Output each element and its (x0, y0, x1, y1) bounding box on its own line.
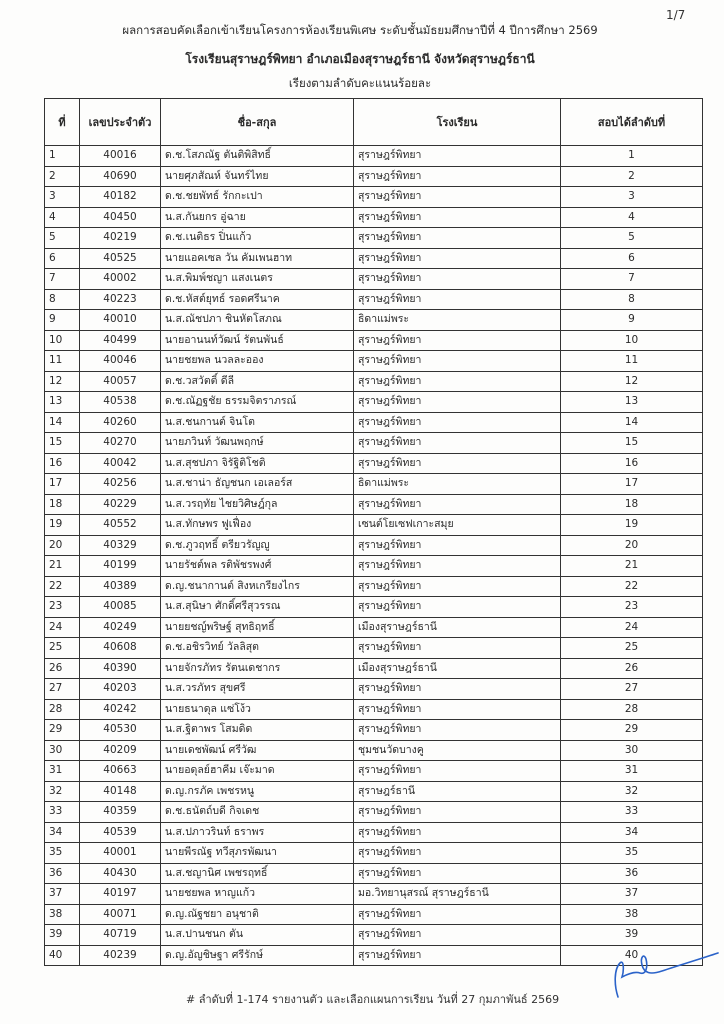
table-body (45, 146, 703, 966)
school-name: สุราษฎร์พิทยา (354, 248, 561, 269)
student-id: 40608 (80, 638, 161, 659)
exam-rank: 12 (561, 371, 703, 392)
row-number: 32 (45, 781, 80, 802)
school-name: สุราษฎร์พิทยา (354, 925, 561, 946)
row-number: 8 (45, 289, 80, 310)
table-row (45, 494, 703, 515)
school-name: สุราษฎร์พิทยา (354, 802, 561, 823)
exam-rank: 10 (561, 330, 703, 351)
student-name: นายแอคเซล วัน คัมเพนฮาท (161, 248, 354, 269)
exam-rank: 13 (561, 392, 703, 413)
table-row (45, 515, 703, 536)
school-name: สุราษฎร์พิทยา (354, 166, 561, 187)
table-row (45, 884, 703, 905)
table-row (45, 474, 703, 495)
student-name: ด.ญ.กรภัค เพชรหนู (161, 781, 354, 802)
table-row (45, 228, 703, 249)
student-id: 40430 (80, 863, 161, 884)
student-name: น.ส.กันยกร อู่ฉาย (161, 207, 354, 228)
student-id: 40042 (80, 453, 161, 474)
school-name: สุราษฎร์พิทยา (354, 945, 561, 966)
table-row (45, 556, 703, 577)
student-name: น.ส.ณัชปภา ชินหัตโสภณ (161, 310, 354, 331)
row-number: 15 (45, 433, 80, 454)
school-name: ธิดาแม่พระ (354, 310, 561, 331)
school-name: สุราษฎร์พิทยา (354, 843, 561, 864)
student-name: ด.ช.เนติธร ปิ่นแก้ว (161, 228, 354, 249)
row-number: 27 (45, 679, 80, 700)
student-name: น.ส.ชญานิศ เพชรฤทธิ์ (161, 863, 354, 884)
table-row (45, 802, 703, 823)
student-name: นายภวินท์ วัฒนพฤกษ์ (161, 433, 354, 454)
table-row (45, 781, 703, 802)
row-number: 9 (45, 310, 80, 331)
school-name: สุราษฎร์พิทยา (354, 187, 561, 208)
exam-rank: 31 (561, 761, 703, 782)
row-number: 36 (45, 863, 80, 884)
school-name: สุราษฎร์ธานี (354, 781, 561, 802)
table-row (45, 166, 703, 187)
row-number: 39 (45, 925, 80, 946)
table-row (45, 925, 703, 946)
student-name: น.ส.วรภัทร สุขศรี (161, 679, 354, 700)
school-name: สุราษฎร์พิทยา (354, 638, 561, 659)
footer-note: # ลำดับที่ 1-174 รายงานตัว และเลือกแผนการเรียน วันที่ 27 กุมภาพันธ์ 2569 (186, 993, 560, 1006)
student-name: น.ส.ชนกานต์ จินโต (161, 412, 354, 433)
school-name: สุราษฎร์พิทยา (354, 904, 561, 925)
student-id: 40148 (80, 781, 161, 802)
table-row (45, 576, 703, 597)
school-name: สุราษฎร์พิทยา (354, 412, 561, 433)
student-id: 40260 (80, 412, 161, 433)
row-number: 37 (45, 884, 80, 905)
results-table (44, 98, 703, 966)
school-name: เมืองสุราษฎร์ธานี (354, 658, 561, 679)
column-header-school: โรงเรียน (354, 99, 561, 146)
student-name: นายพีรณัฐ ทวีสุภรพัฒนา (161, 843, 354, 864)
student-id: 40256 (80, 474, 161, 495)
school-name: เมืองสุราษฎร์ธานี (354, 617, 561, 638)
student-name: ด.ญ.ณัฐชยา อนุชาติ (161, 904, 354, 925)
student-id: 40209 (80, 740, 161, 761)
row-number: 34 (45, 822, 80, 843)
exam-rank: 24 (561, 617, 703, 638)
school-name: สุราษฎร์พิทยา (354, 556, 561, 577)
school-name: สุราษฎร์พิทยา (354, 699, 561, 720)
row-number: 28 (45, 699, 80, 720)
exam-rank: 35 (561, 843, 703, 864)
exam-rank: 5 (561, 228, 703, 249)
student-id: 40249 (80, 617, 161, 638)
row-number: 33 (45, 802, 80, 823)
student-id: 40223 (80, 289, 161, 310)
school-name: สุราษฎร์พิทยา (354, 269, 561, 290)
exam-rank: 36 (561, 863, 703, 884)
student-name: ด.ช.หัสต์ยุทธ์ รอดศรีนาค (161, 289, 354, 310)
column-header-no: ที่ (45, 99, 80, 146)
student-name: น.ส.สุนิษา ศักดิ์ศรีสุวรรณ (161, 597, 354, 618)
student-id: 40552 (80, 515, 161, 536)
student-name: ด.ช.ธนัตถ์บดี กิจเดช (161, 802, 354, 823)
student-id: 40010 (80, 310, 161, 331)
student-id: 40390 (80, 658, 161, 679)
student-id: 40001 (80, 843, 161, 864)
table-row (45, 289, 703, 310)
table-row (45, 843, 703, 864)
school-name: สุราษฎร์พิทยา (354, 433, 561, 454)
student-name: นายชยพล หาญแก้ว (161, 884, 354, 905)
table-row (45, 207, 703, 228)
row-number: 29 (45, 720, 80, 741)
student-name: น.ส.พิมพ์ชญา แสงเนตร (161, 269, 354, 290)
school-name: สุราษฎร์พิทยา (354, 351, 561, 372)
student-name: นายรัชต์พล รติพัชรพงศ์ (161, 556, 354, 577)
exam-rank: 11 (561, 351, 703, 372)
student-name: น.ส.ฐิตาพร โสมดิด (161, 720, 354, 741)
exam-rank: 3 (561, 187, 703, 208)
school-name: สุราษฎร์พิทยา (354, 576, 561, 597)
student-id: 40690 (80, 166, 161, 187)
exam-rank: 1 (561, 146, 703, 167)
student-id: 40270 (80, 433, 161, 454)
student-name: นายเดชพัฒน์ ศรีวัฒ (161, 740, 354, 761)
exam-rank: 14 (561, 412, 703, 433)
table-row (45, 146, 703, 167)
table-row (45, 617, 703, 638)
student-name: นายธนาดุล แซ่โง้ว (161, 699, 354, 720)
student-name: ด.ช.อชิรวิทย์ วัลลิสุต (161, 638, 354, 659)
signature-icon (570, 945, 720, 1005)
table-row (45, 351, 703, 372)
table-row (45, 330, 703, 351)
row-number: 17 (45, 474, 80, 495)
student-name: นายชยพล นวลละออง (161, 351, 354, 372)
student-name: นายยชญ์พริษฐ์ สุทธิฤทธิ์ (161, 617, 354, 638)
student-name: ด.ช.โสภณัฐ ตันติพิสิทธิ์ (161, 146, 354, 167)
exam-rank: 4 (561, 207, 703, 228)
student-name: น.ส.สุชปภา จิรัฐิติโชติ (161, 453, 354, 474)
table-row (45, 638, 703, 659)
school-name: สุราษฎร์พิทยา (354, 228, 561, 249)
table-row (45, 761, 703, 782)
student-id: 40085 (80, 597, 161, 618)
table-row (45, 392, 703, 413)
student-name: ด.ช.ชยพัทธ์ รักกะเปา (161, 187, 354, 208)
student-id: 40719 (80, 925, 161, 946)
row-number: 2 (45, 166, 80, 187)
exam-rank: 38 (561, 904, 703, 925)
exam-rank: 6 (561, 248, 703, 269)
column-header-rank: สอบได้ลำดับที่ (561, 99, 703, 146)
school-name: สุราษฎร์พิทยา (354, 146, 561, 167)
row-number: 5 (45, 228, 80, 249)
row-number: 18 (45, 494, 80, 515)
table-row (45, 371, 703, 392)
school-name: สุราษฎร์พิทยา (354, 392, 561, 413)
student-name: ด.ญ.ชนากานต์ สิงหเกรียงไกร (161, 576, 354, 597)
student-name: น.ส.ทักษพร ฟูเฟื่อง (161, 515, 354, 536)
row-number: 23 (45, 597, 80, 618)
student-id: 40199 (80, 556, 161, 577)
table-row (45, 740, 703, 761)
school-name: สุราษฎร์พิทยา (354, 330, 561, 351)
student-id: 40329 (80, 535, 161, 556)
exam-rank: 37 (561, 884, 703, 905)
row-number: 26 (45, 658, 80, 679)
exam-rank: 27 (561, 679, 703, 700)
student-id: 40016 (80, 146, 161, 167)
exam-rank: 39 (561, 925, 703, 946)
student-name: ด.ช.ณัฏฐชัย ธรรมจิตราภรณ์ (161, 392, 354, 413)
page-indicator: 1/7 (666, 8, 686, 22)
table-row (45, 658, 703, 679)
student-name: น.ส.วรฤทัย ไชยวิศิษฎ์กุล (161, 494, 354, 515)
exam-rank: 7 (561, 269, 703, 290)
student-id: 40219 (80, 228, 161, 249)
exam-rank: 20 (561, 535, 703, 556)
student-id: 40203 (80, 679, 161, 700)
table-row (45, 453, 703, 474)
exam-rank: 32 (561, 781, 703, 802)
school-name: สุราษฎร์พิทยา (354, 289, 561, 310)
exam-rank: 9 (561, 310, 703, 331)
exam-rank: 25 (561, 638, 703, 659)
row-number: 35 (45, 843, 80, 864)
school-name: สุราษฎร์พิทยา (354, 371, 561, 392)
table-row (45, 187, 703, 208)
row-number: 24 (45, 617, 80, 638)
table-row (45, 679, 703, 700)
table-row (45, 535, 703, 556)
school-name: สุราษฎร์พิทยา (354, 679, 561, 700)
school-name: เซนต์โยเซฟเกาะสมุย (354, 515, 561, 536)
exam-rank: 8 (561, 289, 703, 310)
row-number: 6 (45, 248, 80, 269)
table-row (45, 863, 703, 884)
table-row (45, 269, 703, 290)
student-id: 40359 (80, 802, 161, 823)
exam-rank: 28 (561, 699, 703, 720)
row-number: 3 (45, 187, 80, 208)
school-name: สุราษฎร์พิทยา (354, 453, 561, 474)
student-id: 40450 (80, 207, 161, 228)
row-number: 11 (45, 351, 80, 372)
student-name: นายอานนท์วัฒน์ รัตนพันธ์ (161, 330, 354, 351)
school-name: สุราษฎร์พิทยา (354, 822, 561, 843)
student-name: ด.ช.ภูวฤทธิ์ ตรียวรัญญู (161, 535, 354, 556)
row-number: 1 (45, 146, 80, 167)
exam-rank: 17 (561, 474, 703, 495)
student-name: นายศุภสัณห์ จันทร์ไทย (161, 166, 354, 187)
exam-rank: 30 (561, 740, 703, 761)
student-name: ด.ญ.อัญชิษฐา ศรีรักษ์ (161, 945, 354, 966)
row-number: 22 (45, 576, 80, 597)
student-id: 40663 (80, 761, 161, 782)
table-row (45, 433, 703, 454)
school-subtitle: โรงเรียนสุราษฎร์พิทยา อำเภอเมืองสุราษฎร์ธานี จังหวัดสุราษฎร์ธานี (185, 52, 535, 66)
student-name: ด.ช.วสวัตติ์ ดีลี (161, 371, 354, 392)
row-number: 21 (45, 556, 80, 577)
table-row (45, 699, 703, 720)
student-id: 40197 (80, 884, 161, 905)
row-number: 12 (45, 371, 80, 392)
school-name: ธิดาแม่พระ (354, 474, 561, 495)
student-name: น.ส.ปภาวรินท์ ธราพร (161, 822, 354, 843)
school-name: ชุมชนวัดบางคู (354, 740, 561, 761)
student-id: 40242 (80, 699, 161, 720)
row-number: 20 (45, 535, 80, 556)
exam-rank: 18 (561, 494, 703, 515)
school-name: สุราษฎร์พิทยา (354, 494, 561, 515)
exam-rank: 29 (561, 720, 703, 741)
school-name: สุราษฎร์พิทยา (354, 207, 561, 228)
school-name: สุราษฎร์พิทยา (354, 597, 561, 618)
table-row (45, 904, 703, 925)
exam-rank: 19 (561, 515, 703, 536)
row-number: 16 (45, 453, 80, 474)
school-name: มอ.วิทยานุสรณ์ สุราษฎร์ธานี (354, 884, 561, 905)
student-id: 40046 (80, 351, 161, 372)
row-number: 38 (45, 904, 80, 925)
table-header-row (45, 99, 703, 146)
school-name: สุราษฎร์พิทยา (354, 761, 561, 782)
student-id: 40182 (80, 187, 161, 208)
row-number: 19 (45, 515, 80, 536)
student-id: 40239 (80, 945, 161, 966)
student-id: 40389 (80, 576, 161, 597)
student-id: 40002 (80, 269, 161, 290)
student-id: 40525 (80, 248, 161, 269)
student-id: 40071 (80, 904, 161, 925)
row-number: 4 (45, 207, 80, 228)
exam-rank: 33 (561, 802, 703, 823)
table-row (45, 720, 703, 741)
exam-rank: 26 (561, 658, 703, 679)
exam-rank: 16 (561, 453, 703, 474)
row-number: 40 (45, 945, 80, 966)
column-header-name: ชื่อ-สกุล (161, 99, 354, 146)
student-name: นายอดุลย์ฮาคีม เจ๊ะมาด (161, 761, 354, 782)
table-row (45, 597, 703, 618)
column-header-id: เลขประจำตัว (80, 99, 161, 146)
table-row (45, 310, 703, 331)
school-name: สุราษฎร์พิทยา (354, 720, 561, 741)
student-id: 40538 (80, 392, 161, 413)
row-number: 14 (45, 412, 80, 433)
school-name: สุราษฎร์พิทยา (354, 863, 561, 884)
exam-rank: 21 (561, 556, 703, 577)
exam-rank: 40 (561, 945, 703, 966)
exam-rank: 23 (561, 597, 703, 618)
row-number: 30 (45, 740, 80, 761)
row-number: 13 (45, 392, 80, 413)
table-row (45, 412, 703, 433)
document-title: ผลการสอบคัดเลือกเข้าเรียนโครงการห้องเรียนพิเศษ ระดับชั้นมัธยมศึกษาปีที่ 4 ปีการศึกษา 2569 (122, 23, 598, 37)
student-name: นายจักรภัทร รัตนเดชากร (161, 658, 354, 679)
school-name: สุราษฎร์พิทยา (354, 535, 561, 556)
exam-rank: 15 (561, 433, 703, 454)
table-row (45, 822, 703, 843)
student-id: 40530 (80, 720, 161, 741)
row-number: 10 (45, 330, 80, 351)
row-number: 25 (45, 638, 80, 659)
student-id: 40057 (80, 371, 161, 392)
row-number: 31 (45, 761, 80, 782)
exam-rank: 22 (561, 576, 703, 597)
student-id: 40539 (80, 822, 161, 843)
exam-rank: 2 (561, 166, 703, 187)
student-id: 40499 (80, 330, 161, 351)
table-row (45, 248, 703, 269)
student-name: น.ส.ชาน่า ธัญชนก เอเลอร์ส (161, 474, 354, 495)
exam-rank: 34 (561, 822, 703, 843)
student-name: น.ส.ปานชนก ตัน (161, 925, 354, 946)
row-number: 7 (45, 269, 80, 290)
sort-subtitle: เรียงตามลำดับคะแนนร้อยละ (288, 76, 432, 90)
student-id: 40229 (80, 494, 161, 515)
